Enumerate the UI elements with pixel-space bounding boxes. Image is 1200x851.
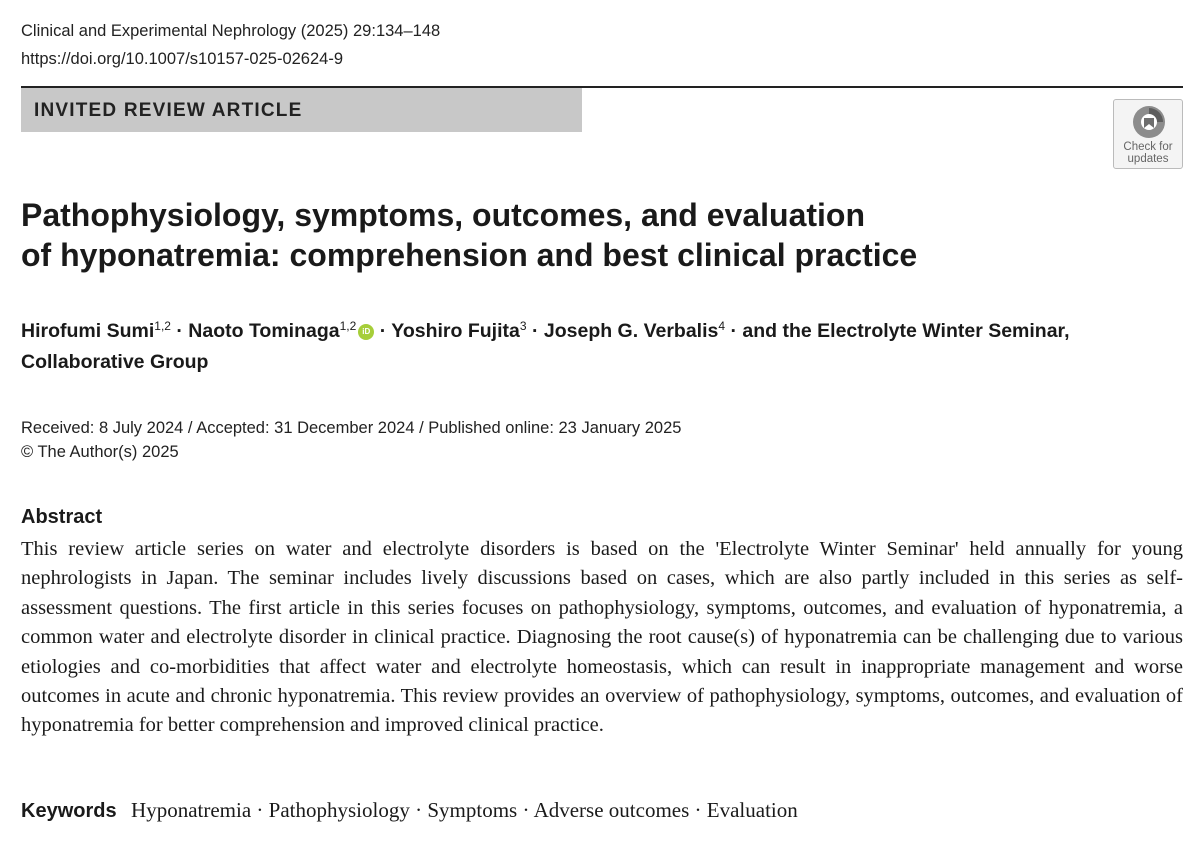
article-title-line1: Pathophysiology, symptoms, outcomes, and evaluation bbox=[21, 197, 865, 233]
keywords-list bbox=[131, 798, 798, 822]
keyword-separator: · bbox=[517, 798, 534, 822]
article-title bbox=[21, 195, 1121, 275]
author-list bbox=[21, 316, 1183, 378]
author-separator: · bbox=[374, 320, 392, 342]
author-group[interactable]: and the Electrolyte Winter Seminar, Collaborative Group bbox=[21, 320, 1070, 373]
author-name[interactable]: Joseph G. Verbalis bbox=[543, 320, 719, 342]
keyword[interactable]: Evaluation bbox=[706, 798, 798, 822]
keyword-separator: · bbox=[251, 798, 269, 822]
doi-link[interactable]: https://doi.org/10.1007/s10157-025-02624-9 bbox=[21, 50, 343, 68]
keyword[interactable]: Hyponatremia bbox=[131, 798, 252, 822]
check-for-updates-line1: Check for bbox=[1123, 141, 1173, 153]
keyword-separator: · bbox=[409, 798, 428, 822]
author-affiliation: 4 bbox=[718, 319, 726, 333]
author-affiliation: 1,2 bbox=[339, 319, 357, 333]
check-for-updates-icon bbox=[1131, 104, 1167, 140]
abstract-text: This review article series on water and electrolyte disorders is based on the 'Electrolyte Winter Seminar' held annually for young nephrologists in Japan. The seminar includes lively discussions based on cases, which are also partly included in this series as self-assessment questions. The first article in this series focuses on pathophysiology, symptoms, outcomes, and evaluation of hyponatremia, a common water and electrolyte disorder in clinical practice. Diagnosing the root cause(s) of hyponatremia can be challenging due to various etiologies and co-morbidities that affect water and electrolyte homeostasis, which can result in inappropriate management and worse outcomes in acute and chronic hyponatremia. This review provides an overview of pathophysiology, symptoms, outcomes, and evaluation of hyponatremia for better comprehension and improved clinical practice. bbox=[21, 538, 1183, 737]
author-separator: · bbox=[725, 320, 743, 342]
keyword-separator: · bbox=[689, 798, 707, 822]
author-name[interactable]: Hirofumi Sumi bbox=[21, 320, 155, 342]
check-for-updates-line2: updates bbox=[1127, 153, 1169, 165]
check-for-updates-badge[interactable] bbox=[1113, 99, 1183, 169]
copyright-notice: © The Author(s) 2025 bbox=[21, 443, 179, 461]
keyword[interactable]: Adverse outcomes bbox=[533, 798, 690, 822]
author-affiliation: 1,2 bbox=[154, 319, 171, 333]
keywords-section bbox=[21, 798, 1183, 823]
author-name[interactable]: Yoshiro Fujita bbox=[391, 320, 520, 342]
keyword[interactable]: Symptoms bbox=[427, 798, 518, 822]
author-affiliation: 3 bbox=[519, 319, 527, 333]
keywords-label: Keywords bbox=[21, 800, 117, 822]
abstract-heading: Abstract bbox=[21, 506, 103, 528]
journal-citation: Clinical and Experimental Nephrology (2025) 29:134–148 bbox=[21, 22, 441, 40]
publication-history: Received: 8 July 2024 / Accepted: 31 December 2024 / Published online: 23 January 2025 bbox=[21, 419, 682, 437]
keyword[interactable]: Pathophysiology bbox=[268, 798, 410, 822]
publication-dates bbox=[21, 416, 681, 464]
article-title-line2: of hyponatremia: comprehension and best clinical practice bbox=[21, 237, 918, 273]
article-type-banner bbox=[21, 88, 582, 132]
article-type-label: INVITED REVIEW ARTICLE bbox=[34, 100, 303, 121]
author-name[interactable]: Naoto Tominaga bbox=[188, 320, 340, 342]
author-separator: · bbox=[170, 320, 189, 342]
author-separator: · bbox=[526, 320, 544, 342]
orcid-icon[interactable]: iD bbox=[358, 324, 374, 340]
